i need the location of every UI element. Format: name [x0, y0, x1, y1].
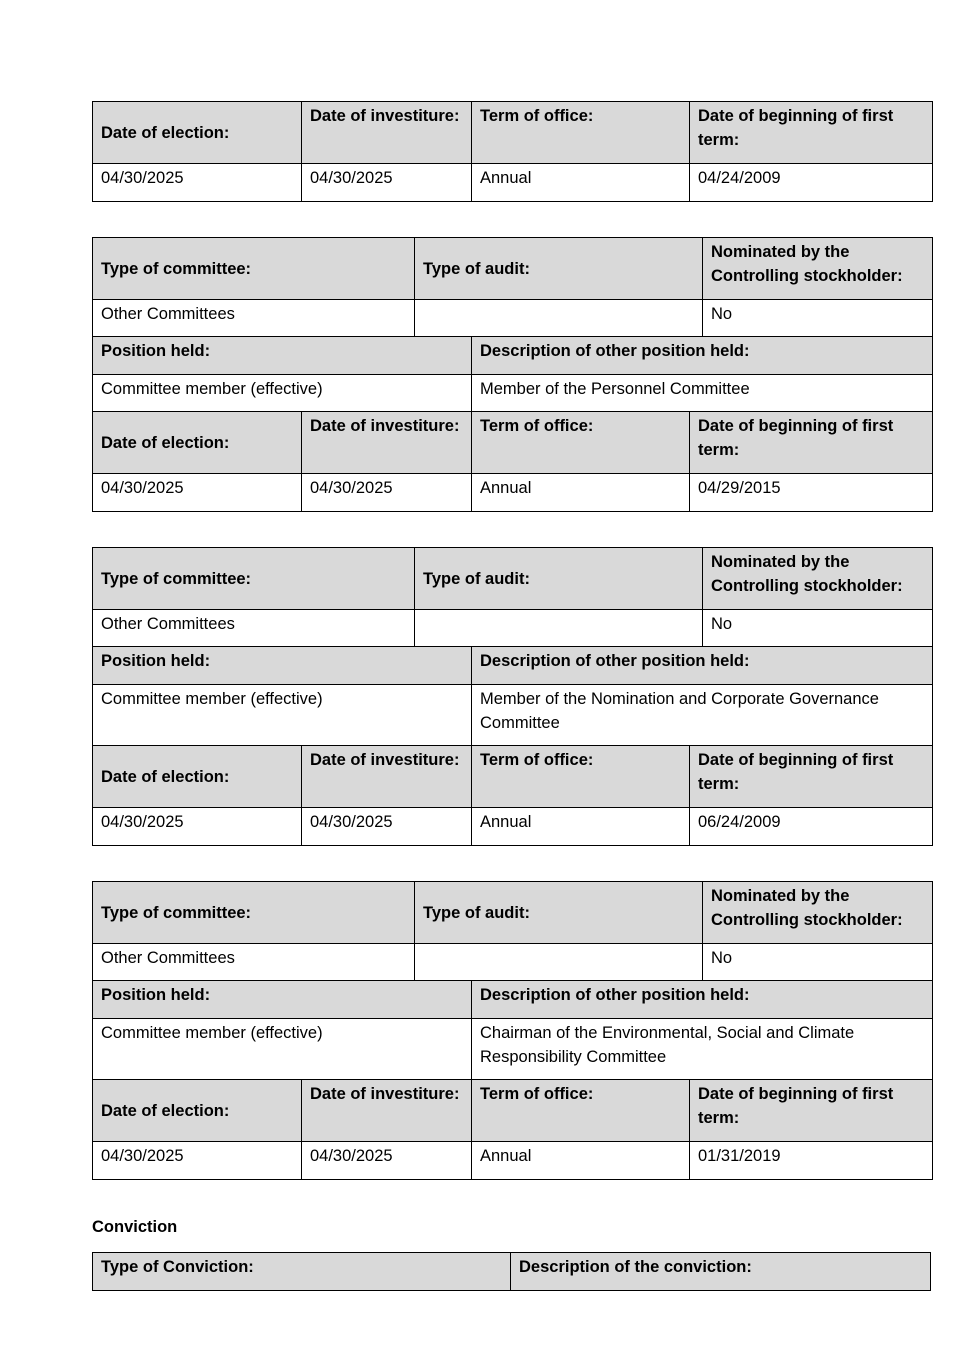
position-held-label: Position held: [93, 647, 472, 685]
description-other-position-value: Chairman of the Environmental, Social and Climate Responsibility Committee [472, 1019, 933, 1081]
type-of-conviction-label: Type of Conviction: [93, 1253, 511, 1291]
date-of-beginning-first-term-label: Date of beginning of first term: [690, 102, 933, 164]
description-other-position-label: Description of other position held: [472, 647, 933, 685]
date-of-beginning-first-term-value: 04/29/2015 [690, 474, 933, 512]
description-other-position-label: Description of other position held: [472, 337, 933, 375]
date-of-election-value: 04/30/2025 [93, 164, 302, 202]
type-of-committee-label: Type of committee: [93, 238, 415, 300]
type-of-committee-label: Type of committee: [93, 882, 415, 944]
date-of-investiture-label: Date of investiture: [302, 412, 472, 474]
term-of-office-value: Annual [472, 808, 690, 846]
description-other-position-value: Member of the Personnel Committee [472, 375, 933, 413]
term-table [92, 1079, 933, 1180]
committee-type-table [92, 547, 933, 648]
date-of-election-value: 04/30/2025 [93, 474, 302, 512]
type-of-audit-label: Type of audit: [415, 882, 703, 944]
description-other-position-value: Member of the Nomination and Corporate Governance Committee [472, 685, 933, 747]
committee-type-table [92, 881, 933, 982]
date-of-beginning-first-term-value: 04/24/2009 [690, 164, 933, 202]
term-of-office-label: Term of office: [472, 746, 690, 808]
type-of-audit-value [415, 610, 703, 648]
description-other-position-label: Description of other position held: [472, 981, 933, 1019]
date-of-beginning-first-term-label: Date of beginning of first term: [690, 746, 933, 808]
term-table [92, 411, 933, 512]
term-of-office-value: Annual [472, 1142, 690, 1180]
date-of-election-value: 04/30/2025 [93, 808, 302, 846]
conviction-section-title: Conviction [92, 1218, 178, 1236]
date-of-investiture-label: Date of investiture: [302, 746, 472, 808]
nominated-value: No [703, 944, 933, 982]
date-of-investiture-value: 04/30/2025 [302, 164, 472, 202]
date-of-election-label: Date of election: [93, 1080, 302, 1142]
type-of-audit-value [415, 300, 703, 338]
nominated-by-controlling-label: Nominated by the Controlling stockholder: [703, 882, 933, 944]
type-of-audit-label: Type of audit: [415, 548, 703, 610]
date-of-investiture-label: Date of investiture: [302, 102, 472, 164]
term-of-office-value: Annual [472, 474, 690, 512]
type-of-audit-value [415, 944, 703, 982]
position-table [92, 980, 933, 1081]
committee-type-table [92, 237, 933, 338]
position-held-label: Position held: [93, 337, 472, 375]
type-of-committee-value: Other Committees [93, 300, 415, 338]
date-of-election-label: Date of election: [93, 412, 302, 474]
term-of-office-label: Term of office: [472, 1080, 690, 1142]
date-of-beginning-first-term-label: Date of beginning of first term: [690, 1080, 933, 1142]
date-of-investiture-value: 04/30/2025 [302, 1142, 472, 1180]
position-held-value: Committee member (effective) [93, 1019, 472, 1081]
description-of-conviction-label: Description of the conviction: [511, 1253, 931, 1291]
date-of-beginning-first-term-value: 01/31/2019 [690, 1142, 933, 1180]
type-of-committee-label: Type of committee: [93, 548, 415, 610]
term-table-top [92, 101, 933, 202]
position-held-value: Committee member (effective) [93, 685, 472, 747]
date-of-investiture-label: Date of investiture: [302, 1080, 472, 1142]
position-held-label: Position held: [93, 981, 472, 1019]
date-of-investiture-value: 04/30/2025 [302, 474, 472, 512]
position-held-value: Committee member (effective) [93, 375, 472, 413]
position-table [92, 336, 933, 413]
position-table [92, 646, 933, 747]
nominated-by-controlling-label: Nominated by the Controlling stockholder: [703, 548, 933, 610]
date-of-beginning-first-term-value: 06/24/2009 [690, 808, 933, 846]
type-of-audit-label: Type of audit: [415, 238, 703, 300]
date-of-investiture-value: 04/30/2025 [302, 808, 472, 846]
type-of-committee-value: Other Committees [93, 944, 415, 982]
date-of-beginning-first-term-label: Date of beginning of first term: [690, 412, 933, 474]
date-of-election-value: 04/30/2025 [93, 1142, 302, 1180]
term-of-office-label: Term of office: [472, 412, 690, 474]
conviction-table [92, 1252, 931, 1291]
nominated-value: No [703, 610, 933, 648]
term-of-office-label: Term of office: [472, 102, 690, 164]
nominated-by-controlling-label: Nominated by the Controlling stockholder: [703, 238, 933, 300]
date-of-election-label: Date of election: [93, 746, 302, 808]
term-of-office-value: Annual [472, 164, 690, 202]
date-of-election-label: Date of election: [93, 102, 302, 164]
nominated-value: No [703, 300, 933, 338]
term-table [92, 745, 933, 846]
type-of-committee-value: Other Committees [93, 610, 415, 648]
